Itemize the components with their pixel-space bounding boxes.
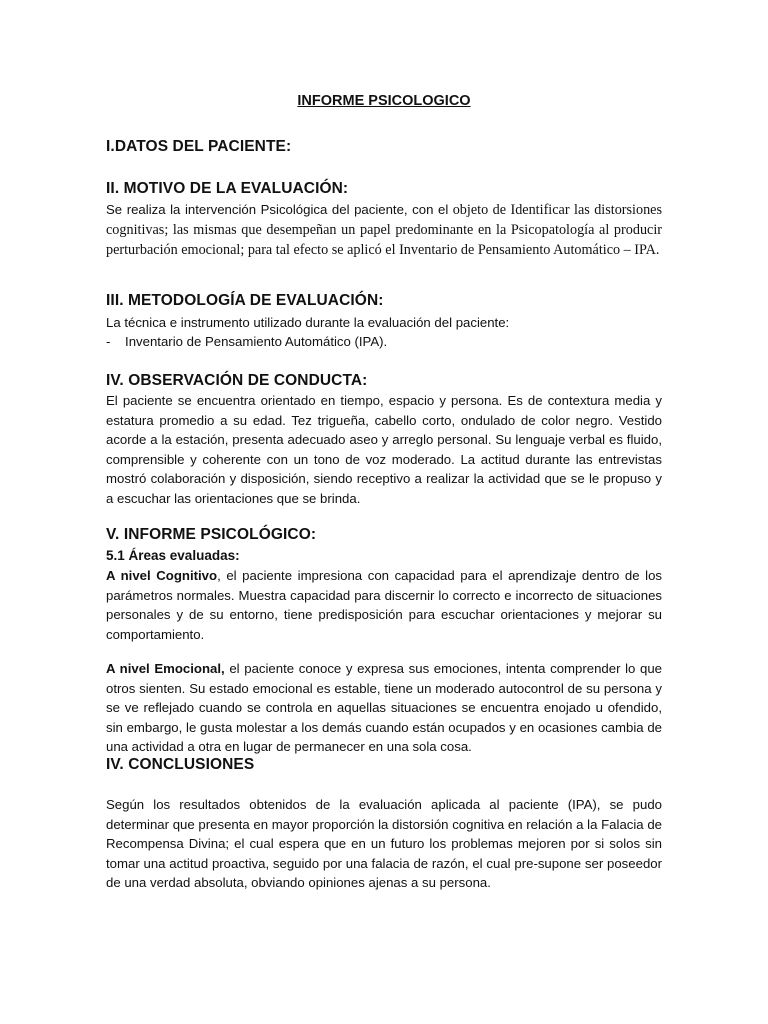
- section-heading-conclusiones: IV. CONCLUSIONES: [106, 756, 255, 773]
- metodologia-intro: La técnica e instrumento utilizado durante la evaluación del paciente:: [106, 315, 510, 330]
- paragraph-conclusiones: [106, 795, 662, 893]
- conclusiones-text: Según los resultados obtenidos de la evaluación aplicada al paciente (IPA), se pudo determinar que presenta en mayor proporción la distorsión cognitiva en relación a la Falacia de Recompensa Divina: [106, 797, 662, 852]
- paragraph-motivo: [106, 200, 662, 260]
- motivo-text-serif: objeto de Identificar las distorsiones cognitivas; las mismas que desempeñan un papel predominante en la Psicopatología al producir perturbación emocional; para tal efecto se aplicó el Inventario de Pensamiento Automático – IPA.: [106, 202, 663, 258]
- emocional-text: el paciente conoce y expresa sus emociones, intenta comprender lo que otros sienten. Su estado emocional es estable, tiene un moderado autocontrol de su persona y se ve reflejado cuando se controla en aquellas situaciones se encuentra enojado u ofendido, sin embargo, le gusta molestar a los demás cuando están ocupados y en ocasiones cambia de una actividad a otra en lugar de permanecer en una sola cosa.: [106, 661, 662, 755]
- paragraph-cognitivo: [106, 566, 662, 644]
- document-title: INFORME PSICOLOGICO: [297, 93, 471, 109]
- metodologia-bullet: - Inventario de Pensamiento Automático (IPA).: [106, 334, 388, 349]
- emocional-label: A nivel Emocional,: [106, 661, 225, 676]
- section-heading-metodologia: III. METODOLOGÍA DE EVALUACIÓN:: [106, 292, 384, 309]
- section-heading-datos: I.DATOS DEL PACIENTE:: [106, 138, 292, 155]
- paragraph-observacion: El paciente se encuentra orientado en tiempo, espacio y persona. Es de contextura media y estatura promedio a su edad. Tez trigueña, cabello corto, ondulado de color negro. Vestido acorde a la estación, presenta adecuado aseo y arreglo personal. Su lenguaje verbal es fluido, comprensible y coherente con un tono de voz moderado. La actitud durante las entrevistas mostró colaboración y disposición, siendo receptivo a realizar la actividad que se le propuso y a escuchar las orientaciones que se brinda.: [106, 393, 662, 506]
- cognitivo-label: A nivel Cognitivo: [106, 568, 218, 583]
- cognitivo-text: , el paciente impresiona con capacidad para el aprendizaje dentro de los parámetros normales. Muestra capacidad para discernir lo correcto e incorrecto de situaciones personales y de su entorno, tiene predisposición para escuchar orientaciones y mejorar su comportamiento.: [106, 568, 662, 642]
- section-heading-motivo: II. MOTIVO DE LA EVALUACIÓN:: [106, 180, 349, 197]
- conclusiones-bold: ; el cual espera que en un futuro los problemas mejoren por si solos sin tomar una actitud proactiva, seguido por una falacia de razón, el cual pre-supone ser poseedor de una verdad absoluta, obviando opiniones ajenas a su persona.: [106, 836, 662, 891]
- section-heading-informe: V. INFORME PSICOLÓGICO:: [106, 526, 317, 543]
- paragraph-emocional: [106, 659, 662, 757]
- section-heading-observacion: IV. OBSERVACIÓN DE CONDUCTA:: [106, 372, 368, 389]
- subheading-areas: 5.1 Áreas evaluadas:: [106, 548, 240, 563]
- motivo-text-sans: Se realiza la intervención Psicológica del paciente, con el: [106, 202, 449, 217]
